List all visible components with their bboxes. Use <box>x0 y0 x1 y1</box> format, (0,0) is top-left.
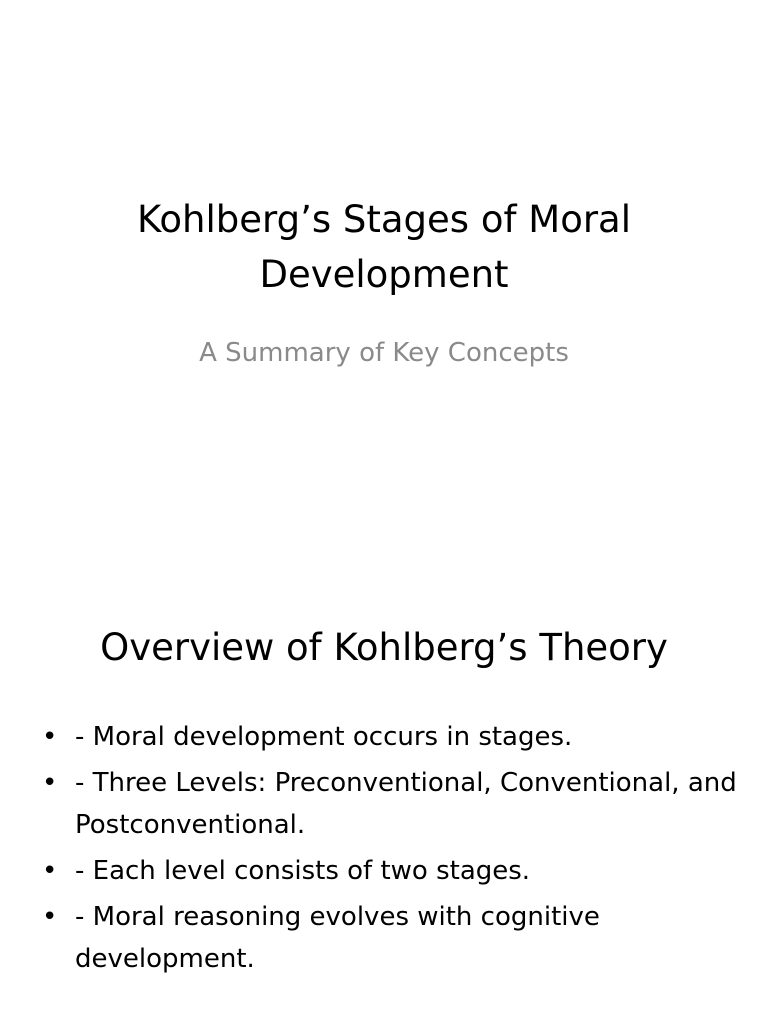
overview-title: Overview of Kohlberg’s Theory <box>100 626 668 669</box>
bullet-item <box>38 896 738 980</box>
slide-title: Kohlberg’s Stages of Moral Development <box>137 198 631 296</box>
bullet-icon: • <box>42 856 58 886</box>
bullet-text: - Moral reasoning evolves with cognitive development. <box>75 902 600 974</box>
bullet-text: - Three Levels: Preconventional, Conventional, and Postconventional. <box>75 768 737 840</box>
bullet-icon: • <box>42 902 58 932</box>
bullet-item <box>38 762 738 846</box>
bullet-text: - Moral development occurs in stages. <box>75 722 573 752</box>
slide-subtitle: A Summary of Key Concepts <box>199 338 569 368</box>
bullet-icon: • <box>42 722 58 752</box>
bullet-item <box>38 716 738 758</box>
overview-slide <box>0 576 768 1024</box>
bullet-list <box>38 716 738 984</box>
bullet-item <box>38 850 738 892</box>
bullet-text: - Each level consists of two stages. <box>75 856 531 886</box>
bullet-icon: • <box>42 768 58 798</box>
